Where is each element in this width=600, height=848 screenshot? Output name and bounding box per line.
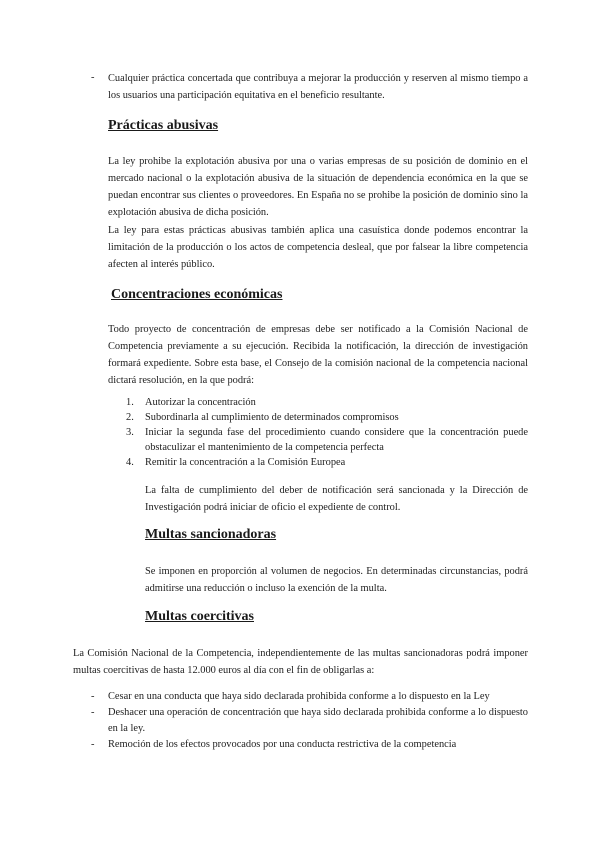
practicas-paragraph-1: La ley prohibe la explotación abusiva por una o varias empresas de su posición de dominio en el mercado nacional o la explotación abusiva de la situación de dependencia económica en la que se puedan encontrar sus clientes o proveedores. En España no se prohibe la posición de dominio sino la explotación abusiva de dicha posición. (108, 156, 528, 218)
sancionadoras-paragraph: Se imponen en proporción al volumen de negocios. En determinadas circunstancias, podrá admitirse una reducción o incluso la exención de la multa. (145, 566, 528, 594)
bullet-marker: - (91, 72, 95, 83)
list-number: 4. (126, 457, 134, 468)
heading-concentraciones: Concentraciones económicas (111, 287, 283, 302)
bullet-marker: - (91, 691, 95, 702)
heading-practicas-abusivas: Prácticas abusivas (108, 118, 219, 133)
bullet-marker: - (91, 707, 95, 718)
intro-bullet-text: Cualquier práctica concertada que contribuya a mejorar la producción y reserven al mismo tiempo a los usuarios una participación equitativa en el beneficio resultante. (108, 73, 528, 101)
list-text: Remitir la concentración a la Comisión Europea (145, 457, 346, 468)
bullet-marker: - (91, 739, 95, 750)
list-number: 3. (126, 427, 134, 438)
list-number: 2. (126, 412, 134, 423)
heading-multas-sancionadoras: Multas sancionadoras (145, 527, 277, 542)
bullet-text: Cesar en una conducta que haya sido declarada prohibida conforme a lo dispuesto en la Ley (108, 691, 490, 702)
bullet-text: Remoción de los efectos provocados por una conducta restrictiva de la competencia (108, 739, 457, 750)
list-text: Iniciar la segunda fase del procedimiento cuando considere que la concentración puede obstaculizar el mantenimiento de la competencia perfecta (145, 427, 528, 453)
heading-multas-coercitivas: Multas coercitivas (145, 609, 254, 624)
notificacion-note: La falta de cumplimiento del deber de notificación será sancionada y la Dirección de Investigación podrá iniciar de oficio el expediente de control. (145, 485, 528, 513)
coercitivas-paragraph: La Comisión Nacional de la Competencia, independientemente de las multas sancionadoras podrá imponer multas coercitivas de hasta 12.000 euros al día con el fin de obligarlas a: (73, 648, 528, 676)
bullet-text: Deshacer una operación de concentración que haya sido declarada prohibida conforme a lo dispuesto en la ley. (108, 707, 528, 734)
list-text: Autorizar la concentración (145, 397, 256, 408)
practicas-paragraph-2: La ley para estas prácticas abusivas también aplica una casuística donde podemos encontrar la limitación de la producción o los actos de competencia desleal, que por falsear la libre competencia afecten al interés público. (108, 225, 528, 270)
concentraciones-paragraph: Todo proyecto de concentración de empresas debe ser notificado a la Comisión Nacional de Competencia previamente a su ejecución. Recibida la notificación, la dirección de investigación formará expediente. Sobre esta base, el Consejo de la comisión nacional de la competencia nacional dictará resolución, en la que podrá: (108, 324, 528, 386)
list-text: Subordinarla al cumplimiento de determinados compromisos (145, 412, 399, 423)
list-number: 1. (126, 397, 134, 408)
